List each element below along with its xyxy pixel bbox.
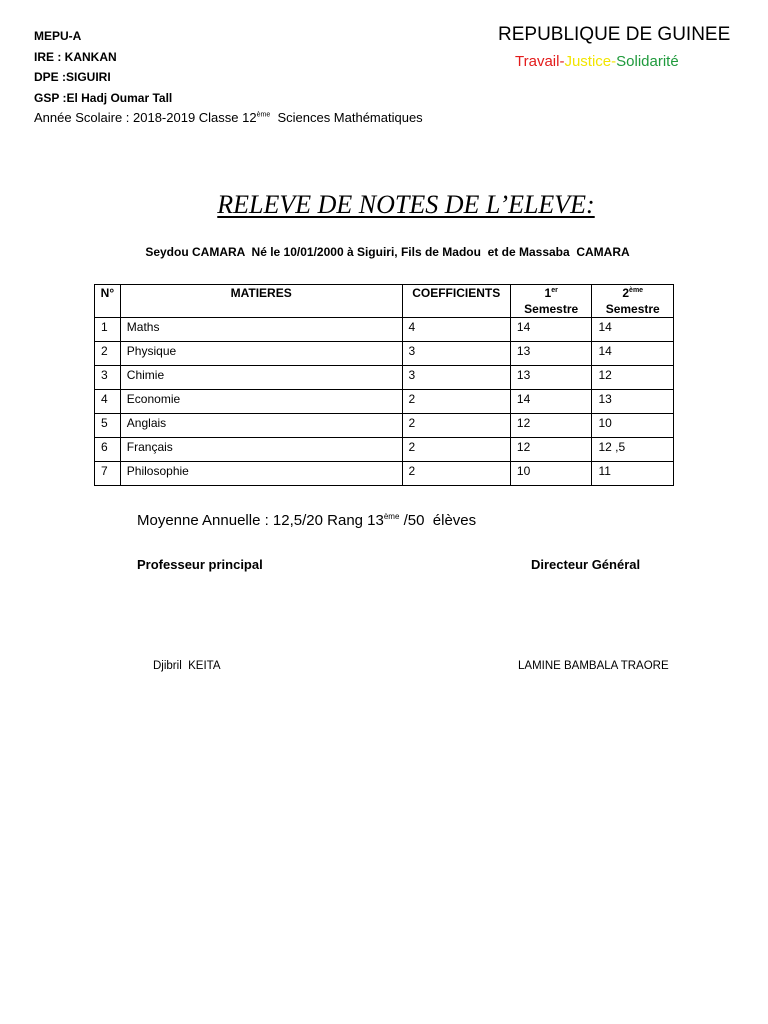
header-semestre-2: 2ème Semestre bbox=[592, 285, 674, 318]
school-year-line: Année Scolaire : 2018-2019 Classe 12ème Sciences Mathématiques bbox=[34, 110, 423, 125]
school-name: GSP :El Hadj Oumar Tall bbox=[34, 90, 173, 105]
row-coef: 2 bbox=[402, 390, 510, 414]
header-matieres: MATIERES bbox=[120, 285, 402, 318]
row-s1: 14 bbox=[510, 318, 592, 342]
left-signature-title: Professeur principal bbox=[137, 557, 263, 572]
national-motto: Travail-Justice-Solidarité bbox=[515, 53, 679, 70]
row-s1: 10 bbox=[510, 462, 592, 486]
row-s2: 11 bbox=[592, 462, 674, 486]
header-semestre-1: 1er Semestre bbox=[510, 285, 592, 318]
country-name: REPUBLIQUE DE GUINEE bbox=[498, 24, 731, 45]
row-matiere: Anglais bbox=[120, 414, 402, 438]
row-s1: 12 bbox=[510, 438, 592, 462]
row-coef: 2 bbox=[402, 462, 510, 486]
table-header-row bbox=[95, 285, 674, 318]
row-matiere: Maths bbox=[120, 318, 402, 342]
table-row bbox=[95, 462, 674, 486]
row-coef: 2 bbox=[402, 438, 510, 462]
table-row bbox=[95, 366, 674, 390]
row-no: 7 bbox=[95, 462, 121, 486]
row-no: 6 bbox=[95, 438, 121, 462]
row-s2: 14 bbox=[592, 318, 674, 342]
row-no: 2 bbox=[95, 342, 121, 366]
table-row bbox=[95, 318, 674, 342]
table-row bbox=[95, 414, 674, 438]
row-matiere: Chimie bbox=[120, 366, 402, 390]
row-coef: 3 bbox=[402, 366, 510, 390]
row-coef: 3 bbox=[402, 342, 510, 366]
right-signatory-name: LAMINE BAMBALA TRAORE bbox=[518, 660, 669, 672]
row-no: 3 bbox=[95, 366, 121, 390]
row-coef: 4 bbox=[402, 318, 510, 342]
row-s1: 13 bbox=[510, 366, 592, 390]
row-s2: 14 bbox=[592, 342, 674, 366]
table-row bbox=[95, 390, 674, 414]
row-no: 5 bbox=[95, 414, 121, 438]
row-no: 1 bbox=[95, 318, 121, 342]
row-s1: 13 bbox=[510, 342, 592, 366]
left-signatory-name: Djibril KEITA bbox=[153, 660, 221, 672]
table-row bbox=[95, 342, 674, 366]
right-signature-title: Directeur Général bbox=[531, 557, 641, 572]
row-matiere: Français bbox=[120, 438, 402, 462]
row-matiere: Physique bbox=[120, 342, 402, 366]
row-s2: 10 bbox=[592, 414, 674, 438]
row-s1: 14 bbox=[510, 390, 592, 414]
annual-average: Moyenne Annuelle : 12,5/20 Rang 13ème /50 élèves bbox=[137, 512, 477, 529]
dpe-label: DPE :SIGUIRI bbox=[34, 70, 111, 84]
document-title: RELEVE DE NOTES DE L’ELEVE: bbox=[217, 190, 595, 219]
row-coef: 2 bbox=[402, 414, 510, 438]
table-row bbox=[95, 438, 674, 462]
row-no: 4 bbox=[95, 390, 121, 414]
row-s2: 12 bbox=[592, 366, 674, 390]
ire-label: IRE : KANKAN bbox=[34, 49, 117, 64]
student-info: Seydou CAMARA Né le 10/01/2000 à Siguiri, Fils de Madou et de Massaba CAMARA bbox=[145, 245, 630, 259]
row-s2: 13 bbox=[592, 390, 674, 414]
header-coefficients: COEFFICIENTS bbox=[402, 285, 510, 318]
grades-table bbox=[94, 284, 674, 486]
row-matiere: Philosophie bbox=[120, 462, 402, 486]
row-s1: 12 bbox=[510, 414, 592, 438]
header-no: N° bbox=[95, 285, 121, 318]
header-left-block bbox=[34, 26, 423, 129]
ministry-label: MEPU-A bbox=[34, 29, 82, 43]
row-s2: 12 ,5 bbox=[592, 438, 674, 462]
row-matiere: Economie bbox=[120, 390, 402, 414]
